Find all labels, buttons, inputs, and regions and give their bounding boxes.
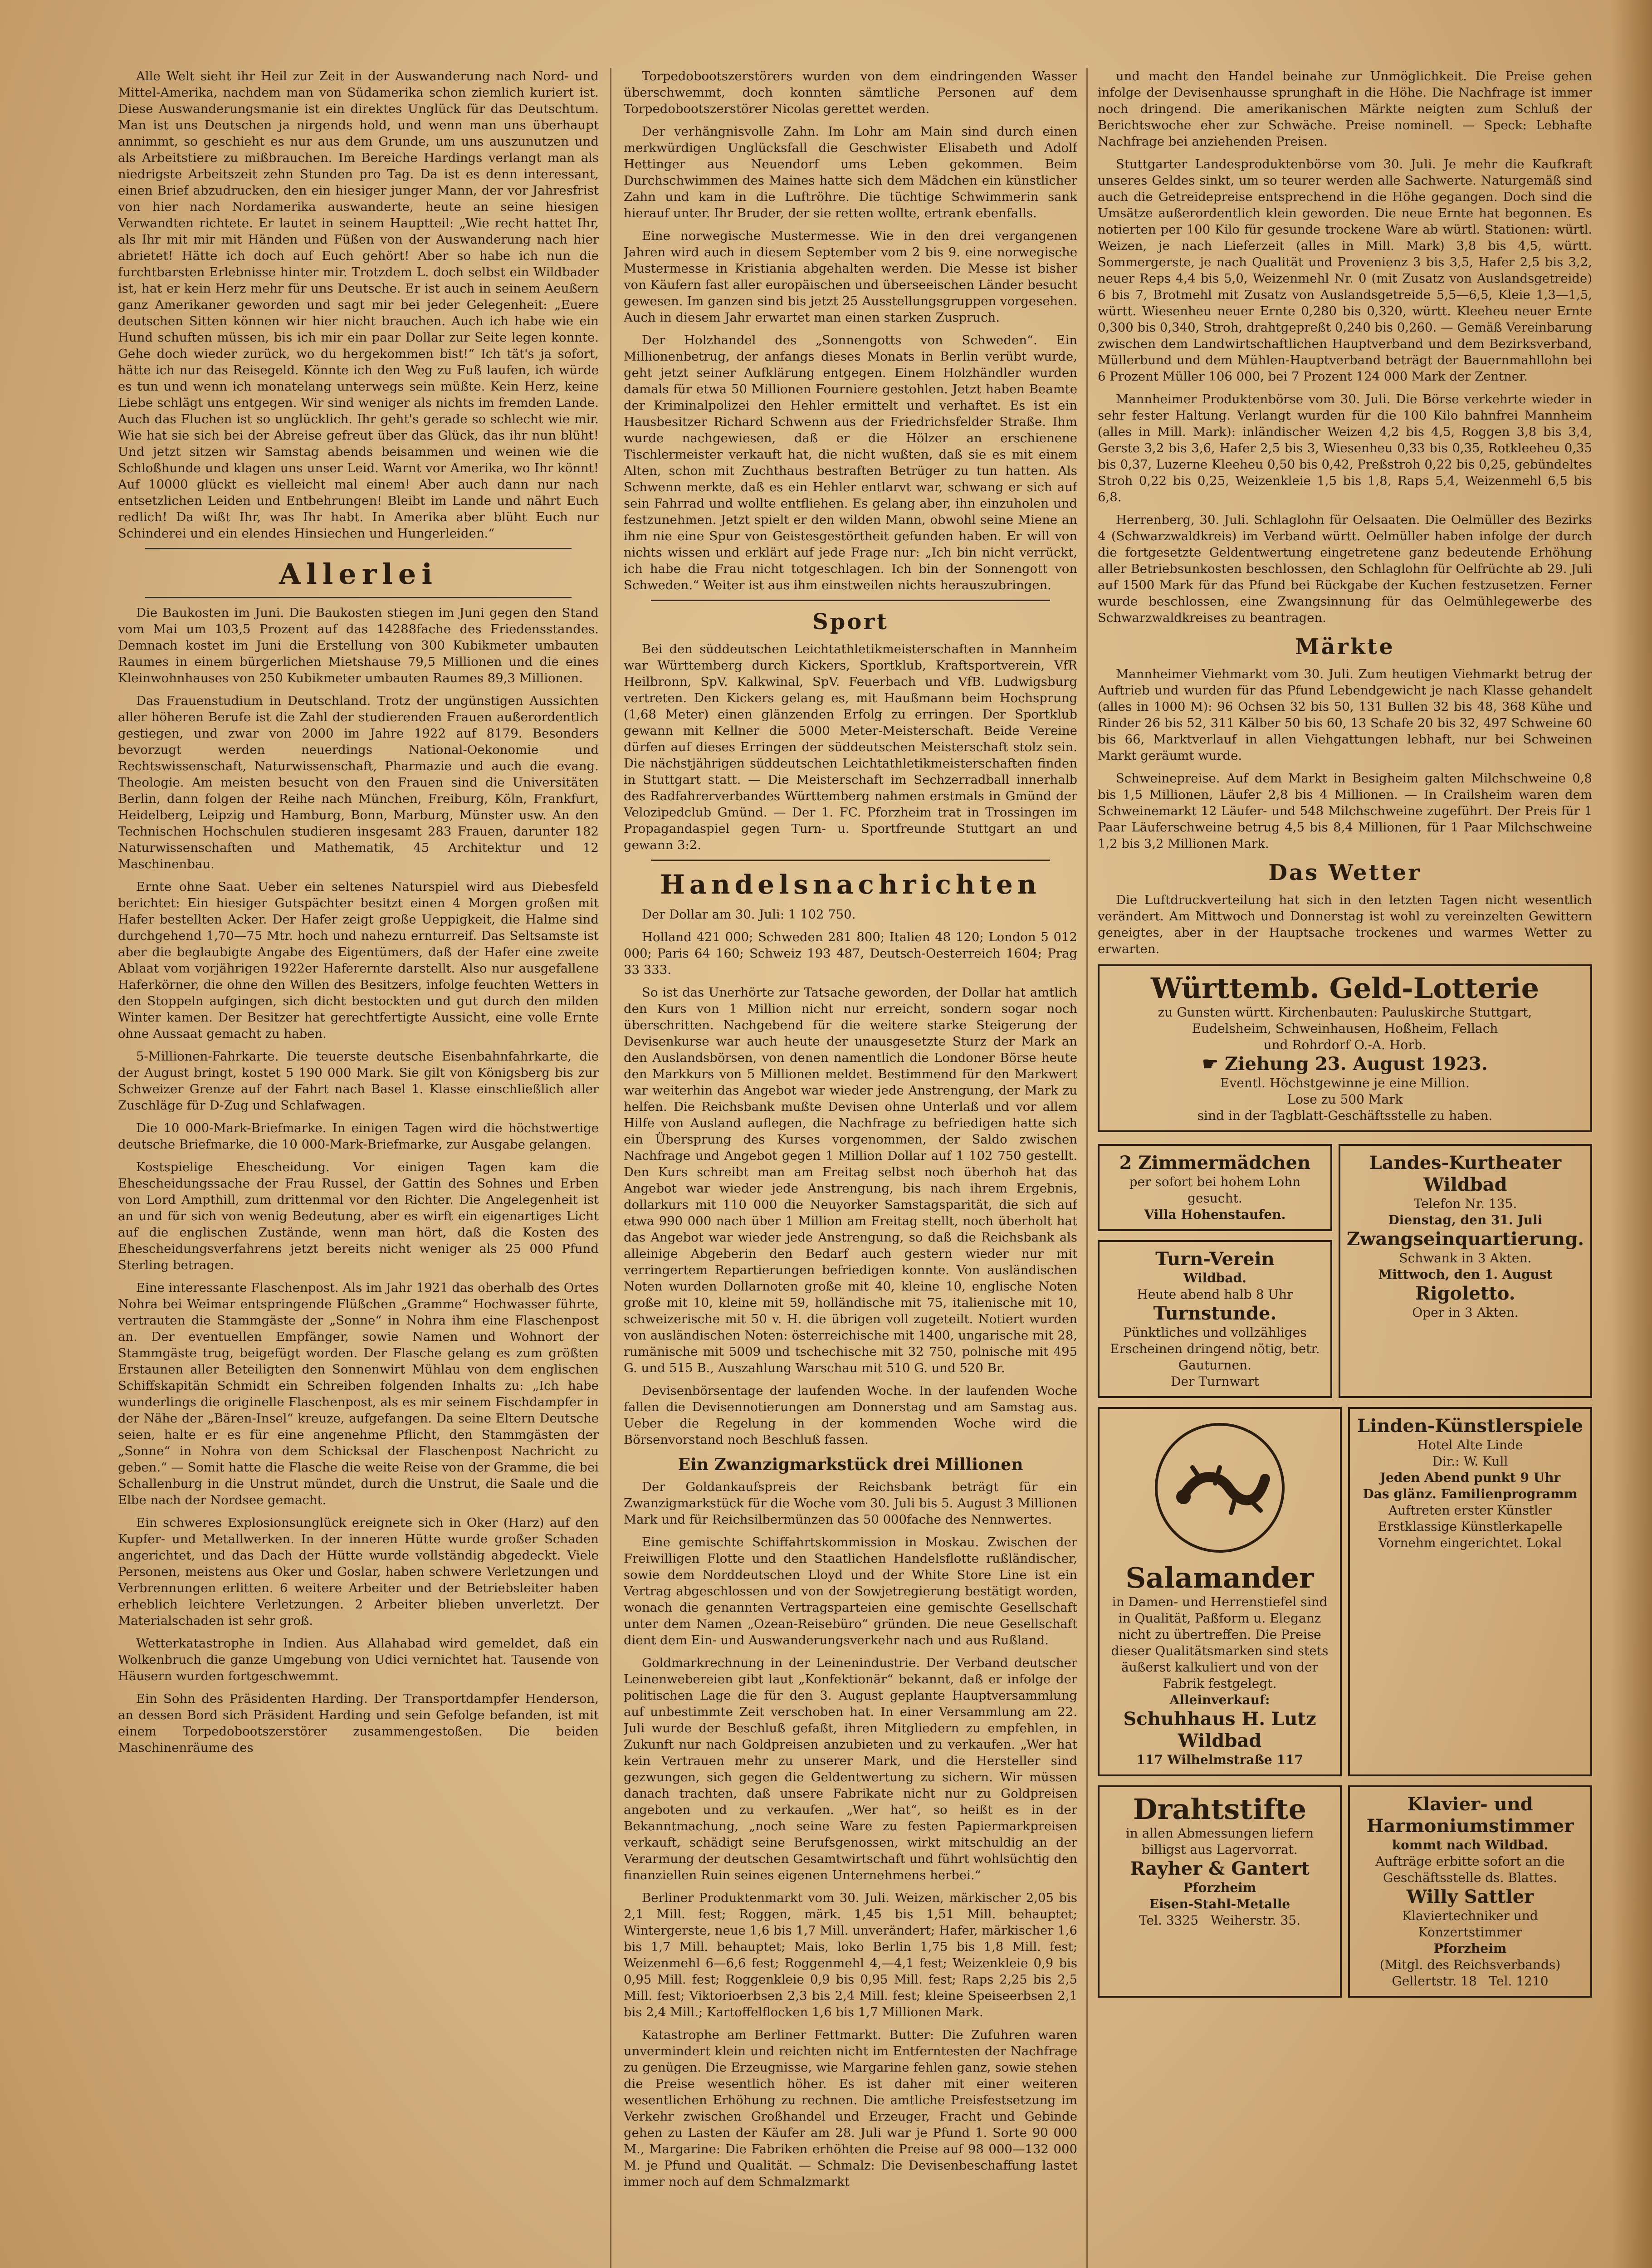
paragraph: und macht den Handel beinahe zur Unmöglichkeit. Die Preise gehen infolge der Devisenhausse sprunghaft in die Höhe. Die Nachfrage ist immer noch dringend. Die amerikanischen Märkte neigten zum Schluß der Berichtswoche eher zur Schwäche. Preise nominell. — Speck: Lebhafte Nachfrage bei anziehenden Preisen. (1098, 69, 1592, 149)
paragraph: Wetterkatastrophe in Indien. Aus Allahabad wird gemeldet, daß ein Wolkenbruch die ganze Umgebung von Udici vernichtet hat. Tausende von Häusern wurden fortgeschwemmt. (118, 1636, 599, 1683)
salamander-town: Wildbad (1178, 1730, 1262, 1751)
column-rule-2 (1086, 68, 1088, 2268)
paragraph: Die Luftdruckverteilung hat sich in den letzten Tagen nicht wesentlich verändert. Am Mittwoch und Donnerstag ist wohl zu vereinzelten Gewittern geneigtes, aber in der Hauptsache trockenes und warmes Wetter zu erwarten. (1098, 893, 1592, 956)
draht-type: Eisen-Stahl-Metalle (1149, 1897, 1290, 1911)
klavier-prof: Klaviertechniker und Konzertstimmer (1402, 1908, 1538, 1940)
wetter-section (1098, 892, 1592, 957)
paragraph: Holland 421 000; Schweden 281 800; Italien 48 120; London 5 012 000; Paris 64 160; Schweiz 193 487, Deutsch-Oesterreich 1604; Prag 33 333. (624, 930, 1077, 977)
paragraph: Berliner Produktenmarkt vom 30. Juli. Weizen, märkischer 2,05 bis 2,1 Mill. fest; Roggen, märk. 1,45 bis 1,51 Mill. behauptet; Wintergerste, neue 1,6 bis 1,7 Mill. unverändert; Hafer, märkischer 1,6 bis 1,7 Mill. behauptet; Mais, loko Berlin 1,75 bis 1,8 Mill. fest; Weizenmehl 6—6,6 fest; Roggenmehl 4,—4,1 fest; Weizenkleie 0,9 bis 0,95 Mill. fest; Roggenkleie 0,9 bis 0,95 Mill. fest; Raps 2,25 bis 2,5 Mill. fest; Viktorioerbsen 2,3 bis 2,4 Mill. fest; kleine Speiseerbsen 2,1 bis 2,4 Mill.; Kartoffelflocken 1,6 bis 1,7 Millionen Mark. (624, 1891, 1077, 2019)
draht-contact: Tel. 3325 Weiherstr. 35. (1139, 1913, 1301, 1928)
draht-title: Drahtstifte (1133, 1793, 1307, 1826)
paragraph: Der verhängnisvolle Zahn. Im Lohr am Main sind durch einen merkwürdigen Unglücksfall die Geschwister Elisabeth und Adolf Hettinger aus Neuendorf ums Leben gekommen. Beim Durchschwimmen des Maines hatte sich dem Mädchen ein künstlicher Zahn und kam in die Luftröhre. Die tüchtige Schwimmerin sank hierauf unter. Ihr Bruder, der sie retten wollte, ertrank ebenfalls. (624, 124, 1077, 220)
column-2 (624, 68, 1077, 2268)
klavier-member: (Mitgl. des Reichsverbands) (1379, 1957, 1561, 1972)
klavier-city: Pforzheim (1433, 1941, 1507, 1956)
linden-line1: Jeden Abend punkt 9 Uhr (1379, 1470, 1561, 1485)
lotterie-line2: Eudelsheim, Schweinhausen, Hoßheim, Fellach (1192, 1021, 1498, 1036)
draht-city: Pforzheim (1183, 1880, 1256, 1895)
lotterie-ziehung: ☛ Ziehung 23. August 1923. (1202, 1053, 1488, 1075)
linden-line3: Auftreten erster Künstler (1388, 1503, 1552, 1518)
lotterie-ad (1098, 964, 1592, 1132)
turnverein-title: Turn-Verein (1155, 1248, 1275, 1270)
paragraph: Die Baukosten im Juni. Die Baukosten stiegen im Juni gegen den Stand vom Mai um 103,5 Prozent auf das 14288fache des Friedensstandes. Demnach kostet im Juni die Erstellung von 300 Kubikmeter umbauten Raumes in einem bürgerlichen Mietshause 79,5 Millionen und die eines Kleinwohnhauses von 250 Kubikmeter umbauten Raumes 89,3 Millionen. (118, 606, 599, 685)
paragraph: Ein Sohn des Präsidenten Harding. Der Transportdampfer Henderson, an dessen Bord sich Präsident Harding und sein Gefolge befanden, ist mit einem Torpedobootszerstörer zusammengestoßen. Die beiden Maschinenräume des (118, 1691, 599, 1755)
zwanzigmark-section (624, 1479, 1077, 2190)
paragraph: Ein schweres Explosionsunglück ereignete sich in Oker (Harz) auf den Kupfer- und Metallwerken. In der inneren Hütte wurde großer Schaden angerichtet, und das Dach der Hütte wurde vollständig abgedeckt. Viele Personen, meistens aus Oker und Goslar, haben schwere Verletzungen und Verbrennungen erlitten. 6 weitere Arbeiter und der Betriebsleiter haben erheblich leichtere Verletzungen. 2 Arbeiter blieben unverletzt. Der Materialschaden ist sehr groß. (118, 1515, 599, 1628)
paragraph: Die 10 000-Mark-Briefmarke. In einigen Tagen wird die höchstwertige deutsche Briefmarke, die 10 000-Mark-Briefmarke, zur Ausgabe gelangen. (118, 1121, 599, 1152)
market-reports (1098, 68, 1592, 626)
turnverein-today: Heute abend halb 8 Uhr (1137, 1287, 1293, 1302)
ads-row-1 (1098, 1139, 1592, 1403)
divider (145, 548, 572, 549)
turnverein-ad (1098, 1240, 1332, 1398)
allerlei-heading: Allerlei (279, 557, 438, 591)
wetter-heading: Das Wetter (1268, 860, 1422, 885)
klavier-title: Klavier- und Harmoniumstimmer (1366, 1794, 1574, 1837)
page-edge-burn (1611, 0, 1652, 2268)
allerlei-section (118, 605, 599, 1756)
linden-line5: Vornehm eingerichtet. Lokal (1378, 1535, 1562, 1550)
turnverein-town: Wildbad. (1183, 1271, 1246, 1286)
maerkte-section (1098, 666, 1592, 852)
theater-play1: Zwangseinquartierung. (1346, 1228, 1584, 1250)
sport-section (624, 641, 1077, 853)
linden-line2: Das glänz. Familienprogramm (1363, 1486, 1578, 1501)
lotterie-gewinn: Eventl. Höchstgewinne je eine Million. (1220, 1075, 1470, 1090)
klavier-name: Willy Sattler (1406, 1886, 1534, 1907)
paragraph: Der Goldankaufspreis der Reichsbank beträgt für ein Zwanzigmarkstück für die Woche vom 30. Juli bis 5. August 3 Millionen Mark und für Reichsilbermünzen das 50 000fache des Nennwertes. (624, 1480, 1077, 1527)
paragraph: Ernte ohne Saat. Ueber ein seltenes Naturspiel wird aus Diebesfeld berichtet: Ein hiesiger Gutspächter besitzt einen 4 Morgen großen mit Hafer bestellten Acker. Der Hafer zeigt große Ueppigkeit, die Halme sind durchgehend 1,70—75 Mtr. hoch und nahezu ernturreif. Das Seltsamste ist aber die beglaubigte Angabe des Eigentümers, daß der Hafer eine zweite Ablaat vom vorjährigen 1922er Haferernte darstellt. Also nur ausgefallene Haferkörner, die ohne den Willen des Besitzers, infolge feuchten Wetters in den Stoppeln aufgingen, sich dicht bestockten und gut durch den milden Winter kamen. Der Besitzer hat gerechtfertigte Aussicht, eine volle Ernte ohne Aussaat gemacht zu haben. (118, 880, 599, 1041)
zimmer-title: 2 Zimmermädchen (1119, 1152, 1311, 1173)
zimmer-sig: Villa Hohenstaufen. (1144, 1207, 1286, 1222)
emigration-letter-article (118, 68, 599, 542)
divider (145, 597, 572, 598)
maerkte-heading: Märkte (1295, 634, 1395, 660)
divider (651, 860, 1050, 861)
paragraph: Das Frauenstudium in Deutschland. Trotz der ungünstigen Aussichten aller höheren Berufe ist die Zahl der studierenden Frauen außerordentlich gestiegen, und zwar von 2000 im Jahre 1922 auf 8179. Besonders bevorzugt werden neuerdings National-Oekonomie und Rechtswissenschaft, Naturwissenschaft, Pharmazie und auch die evang. Theologie. Am meisten besucht von den Frauen sind die Universitäten Berlin, dann folgen der Reihe nach München, Freiburg, Köln, Frankfurt, Heidelberg, Leipzig und Hamburg, Bonn, Marburg, Münster usw. An den Technischen Hochschulen studieren insgesamt 283 Frauen, darunter 182 Naturwissenschaften und Mathematik, 45 Architektur und 12 Maschinenbau. (118, 694, 599, 871)
paragraph: Goldmarkrechnung in der Leinenindustrie. Der Verband deutscher Leinenwebereien gibt laut „Konfektionär“ bekannt, daß er infolge der politischen Lage die für den 3. August geplante Hauptversammlung auf unbestimmte Zeit verschoben hat. In einer Versammlung am 22. Juli wurde der Beschluß gefaßt, ihren Mitgliedern zu empfehlen, in Zukunft nur nach Goldpreisen anzubieten und zu verkaufen. „Wer hat kein Vertrauen mehr zu unserer Mark, und die Hersteller sind gezwungen, sich gegen die Geldentwertung zu sichern. Wir müssen danach trachten, daß unsere Fabrikate nicht nur zu Goldpreisen angeboten und zu verkaufen. „Wer hat“, so heißt es in der Bekanntmachung, „noch seine Ware zu festen Papiermarkpreisen verkauft, schädigt seine Berufsgenossen, wirkt mitschuldig an der Verarmung der deutschen Gesamtwirtschaft und führt wohlsüchtig den finanziellen Ruin seines eigenen Unternehmens herbei.“ (624, 1656, 1077, 1882)
klavier-body: Aufträge erbitte sofort an die Geschäftsstelle ds. Blattes. (1375, 1854, 1565, 1885)
paragraph: Bei den süddeutschen Leichtathletikmeisterschaften in Mannheim war Württemberg durch Kickers, Sportklub, Kraftsportverein, VfR Heilbronn, SpV. Kalkwinal, SpV. Feuerbach und VfB. Ludwigsburg vertreten. Den Kickers gelang es, mit Haußmann beim Hochsprung (1,68 Meter) einen glänzenden Erfolg zu erringen. Der Sportklub gewann mit Kellner die 5000 Meter-Meisterschaft. Beide Vereine dürfen auf dieses Erringen der süddeutschen Meisterschaft stolz sein. Die nächstjährigen süddeutschen Leichtathletikmeisterschaften finden in Stuttgart statt. — Die Meisterschaft im Sechzerradball innerhalb des Radfahrerverbandes Württemberg nahmen erstmals in Gmünd der Velozipedclub Gmünd. — Der 1. FC. Pforzheim trat in Trossingen im Propagandaspiel gegen Turn- u. Sportfreunde Stuttgart an und gewann 3:2. (624, 642, 1077, 852)
ads-row-2 (1098, 1403, 1592, 1781)
pointing-hand-icon: ☛ (1202, 1053, 1225, 1075)
paragraph: Torpedobootszerstörers wurden von dem eindringenden Wasser überschwemmt, doch konnten sämtliche Personen auf dem Torpedobootszerstörer Nicolas gerettet werden. (624, 69, 1077, 116)
salamander-shop: Schuhhaus H. Lutz (1123, 1708, 1316, 1730)
turnverein-sig: Der Turnwart (1171, 1374, 1259, 1389)
paragraph: So ist das Unerhörte zur Tatsache geworden, der Dollar hat amtlich den Kurs von 1 Million nicht nur erreicht, sondern sogar noch überschritten. Nachgebend für die weitere starke Steigerung der Devisenkurse war auch heute der unausgesetzte Sturz der Mark an den Auslandsbörsen, von denen namentlich die Londoner Börse heute den Markkurs von 5 Millionen meldet. Bestimmend für den Markwert war weiterhin das Angebot war wieder jede Anstrengung, der Mark zu helfen. Die Reichsbank mußte Devisen ohne Unterlaß und vor allem Hilfe von Ausland auflegen, die Nachfrage zu befriedigen hatte sich ein Übersprung des Kurses vorgenommen, der Saldo zwischen Nachfrage und Angebot gegen 1 Million Dollar auf 1 102 750 gestellt. Den Kurs schreibt man am Freitag selbst noch überhoh hat das Angebot war wieder jede Anstrengung, bis nach ihrem Ergebnis, dollarkurs mit 110 000 die Neuyorker Samstagsparität, die sich auf etwa 990 000 nach über 1 Million am Freitag stellt, noch überholt hat das Angebot war wieder jede Anstrengung, so daß die Reichsbank als alleinige Abgeberin den Bedarf auch gestern wieder nur mit verringertem Repartierungen befriedigen konnte. Von ausländischen Noten wurden Dollarnoten große mit 40, kleine 10, englische Noten große mit 10, kleine mit 59, holländische mit 75, italienische mit 10, schweizerische mit 50 v. H. die übrigen voll zugeteilt. Notiert wurden von ausländischen Noten: österreichische mit 1400, ungarische mit 28, rumänische mit 5009 und tschechische mit 32 750, polnische mit 495 G. und 515 B., Auszahlung Warschau mit 510 G. und 520 Br. (624, 985, 1077, 1375)
salamander-ad (1098, 1407, 1342, 1776)
paragraph: Kostspielige Ehescheidung. Vor einigen Tagen kam die Ehescheidungssache der Frau Russel, der Gattin des Sohnes und Erben von Lord Ampthill, zum drittenmal vor den Richter. Die Angelegenheit ist an und für sich von wenig Bedeutung, aber es wirft ein eigenartiges Licht auf die englischen Zustände, wenn man hört, daß die Kosten des Ehescheidungsverfahrens jetzt bereits nicht weniger als 25 000 Pfund Sterling betragen. (118, 1160, 599, 1272)
linden-title: Linden-Künstlerspiele (1357, 1415, 1584, 1437)
divider (651, 600, 1050, 601)
theater-play1-sub: Schwank in 3 Akten. (1399, 1251, 1532, 1266)
paragraph: Devisenbörsentage der laufenden Woche. In der laufenden Woche fallen die Devisennotierungen am Donnerstag und am Samstag aus. Ueber die Regelung in der kommenden Woche wird die Börsenvorstand noch Beschluß fassen. (624, 1383, 1077, 1447)
lotterie-line3: und Rohrdorf O.-A. Horb. (1263, 1037, 1427, 1052)
zwanzigmark-heading: Ein Zwanzigmarkstück drei Millionen (678, 1455, 1023, 1474)
ads-row-3 (1098, 1781, 1592, 2002)
lotterie-find: sind in der Tagblatt-Geschäftsstelle zu haben. (1197, 1108, 1493, 1123)
column-3 (1098, 68, 1592, 2268)
theater-day1: Dienstag, den 31. Juli (1388, 1212, 1543, 1227)
theater-day2: Mittwoch, den 1. August (1378, 1267, 1553, 1282)
theater-play2-sub: Oper in 3 Akten. (1412, 1305, 1519, 1320)
theater-title: Landes-Kurtheater Wildbad (1369, 1152, 1562, 1195)
column-rule-1 (610, 68, 611, 2268)
linden-ad (1348, 1407, 1592, 1776)
paragraph: 5-Millionen-Fahrkarte. Die teuerste deutsche Eisenbahnfahrkarte, die der August bringt, kostet 5 190 000 Mark. Sie gilt von Königsberg bis zur Schweizer Grenze auf der Fahrt nach Basel 1. Klasse einschließlich aller Zuschläge für D-Zug und Schlafwagen. (118, 1049, 599, 1113)
paragraph: Mannheimer Viehmarkt vom 30. Juli. Zum heutigen Viehmarkt betrug der Auftrieb und wurden für das Pfund Lebendgewicht je nach Klasse gehandelt (alles in 1000 M): 96 Ochsen 32 bis 50, 131 Bullen 32 bis 48, 368 Kühe und Rinder 26 bis 52, 311 Kälber 50 bis 60, 13 Schafe 20 bis 32, 497 Schweine 60 bis 66, Marktverlauf in allen Viehgattungen lebhaft, nur bei Schweinen Markt geräumt wurde. (1098, 667, 1592, 763)
turnverein-event: Turnstunde. (1153, 1303, 1277, 1324)
paragraph: Alle Welt sieht ihr Heil zur Zeit in der Auswanderung nach Nord- und Mittel-Amerika, nachdem man von Südamerika schon ziemlich kuriert ist. Diese Auswanderungsmanie ist ein direktes Unglück für das Deutschtum. Man ist uns Deutschen ja nirgends hold, und wenn man uns überhaupt annimmt, so geschieht es nur aus dem Grunde, um uns auszunutzen und als Arbeitstiere zu mißbrauchen. Im Bereiche Hardings verlangt man als niedrigste Arbeitszeit zehn Stunden pro Tag. Da ist es denn interessant, einen Brief abzudrucken, den ein hiesiger junger Mann, der vor Jahresfrist von hier nach Nordamerika auswanderte, heute an seine hiesigen Verwandten richtete. Er lautet in seinem Hauptteil: „Wie recht hattet Ihr, als Ihr mit mir mit Händen und Füßen von der Auswanderung nach hier abrietet! Hätte ich doch auf Euch gehört! Aber so habe ich nun die furchtbarsten Erlebnisse hinter mir. Trotzdem L. doch selbst ein Wildbader ist, hat er kein Herz mehr für uns Deutsche. Er ist auch in seinem Aeußern ganz Amerikaner geworden und sagt mir bei jeder Gelegenheit: „Euere deutschen Sitten können wir hier nicht brauchen. Auch ich habe wie ein Hund schuften müssen, bis ich mir ein paar Dollar zur Seite legen konnte. Gehe doch wieder zurück, wo du hergekommen bist!“ Ich tät's ja sofort, hätte ich nur das Reisegeld. Könnte ich den Weg zu Fuß laufen, ich würde es tun und wenn ich monatelang unterwegs sein müßte. Kein Herz, keine Liebe schlägt uns entgegen. Wir sind weniger als nichts im fremden Lande. Auch das Fluchen ist so unglücklich. Ihr geht's gerade so schlecht wie mir. Wie hat sie sich bei der Abreise gefreut über das Glück, das ihr nun blüht! Und jetzt sitzen wir Samstag abends beisammen und weinen wie die Schloßhunde und klagen uns unser Leid. Warnt vor Amerika, wo Ihr könnt! Auf 10000 glückt es vielleicht mal einem! Aber auch dann nur nach entsetzlichen Leiden und Entbehrungen! Bleibt im Lande und nährt Euch redlich! Da wißt Ihr, was Ihr habt. In Amerika aber blüht Euch nur Schinderei und ein elendes Hinsiechen und Hungerleiden.“ (118, 69, 599, 541)
paragraph: Eine gemischte Schiffahrtskommission in Moskau. Zwischen der Freiwilligen Flotte und den Staatlichen Handelsflotte rußländischer, sowie dem Norddeutschen Lloyd und der White Store Line ist ein Vertrag abgeschlossen und von der Sowjetregierung bestätigt worden, wonach die genannten Vertragsparteien eine gemischte Gesellschaft unter dem Namen „Ozean-Reisebüro“ gründen. Die neue Gesellschaft dient dem Ein- und Auswanderungsverkehr nach und aus Rußland. (624, 1535, 1077, 1647)
zimmer-ad (1098, 1144, 1332, 1231)
paragraph: Der Holzhandel des „Sonnengotts von Schweden“. Ein Millionenbetrug, der anfangs dieses Monats in Berlin verübt wurde, geht jetzt seiner Aufklärung entgegen. Einem Holzhändler wurden damals für etwa 50 Millionen Fourniere gestohlen. Jetzt haben Beamte der Kriminalpolizei den Hehler ermittelt und verhaftet. Es ist ein Hausbesitzer Richard Schwenn aus der Friedrichsfelder Straße. Ihm wurde nachgewiesen, daß er die Hölzer an erschienene Tischlermeister verkauft hat, die nicht wußten, daß sie es mit einem Alten, schon mit Zuchthaus bestraften Betrüger zu tun hatten. Als Schwenn merkte, daß es ein Hehler entlarvt war, schwang er sich auf sein Fahrrad und wollte entfliehen. Es gelang aber, ihn einzuholen und festzunehmen. Jetzt spielt er den wilden Mann, obwohl seine Miene an ihm nie eine Spur von Geistesgestörtheit gefunden haben. Er will von nichts wissen und erklärt auf jede Frage nur: „Ich bin nicht verrückt, ich habe die Frau nicht totgeschlagen. Ich bin der Sonnengott von Schweden.“ Weiter ist aus ihm einstweilen nichts herauszubringen. (624, 333, 1077, 592)
theater-play2: Rigoletto. (1415, 1283, 1515, 1304)
linden-sub: Hotel Alte Linde (1417, 1437, 1523, 1452)
salamander-brand: Salamander (1125, 1561, 1314, 1594)
draht-firm: Rayher & Gantert (1130, 1858, 1310, 1879)
salamander-allein: Alleinverkauf: (1169, 1692, 1270, 1707)
paragraph: Mannheimer Produktenbörse vom 30. Juli. Die Börse verkehrte wieder in sehr fester Haltung. Verlangt wurden für die 100 Kilo bahnfrei Mannheim (alles in Mill. Mark): inländischer Weizen 4,2 bis 4,5, Roggen 3,8 bis 3,4, Gerste 3,2 bis 3,6, Hafer 2,5 bis 3, Wiesenheu 0,33 bis 0,35, Rotkleeheu 0,35 bis 0,37, Luzerne Kleeheu 0,50 bis 0,42, Preßstroh 0,22 bis 0,25, gebündeltes Stroh 0,22 bis 0,25, Weizenkleie 1,5 bis 1,8, Raps 5,4, Weizenmehl 6,5 bis 6,8. (1098, 392, 1592, 504)
salamander-body: in Damen- und Herrenstiefel sind in Qualität, Paßform u. Eleganz nicht zu übertreffen. Die Preise dieser Qualitätsmarken sind stets äußerst kalkuliert und von der Fabrik festgelegt. (1111, 1594, 1329, 1691)
paragraph: Schweinepreise. Auf dem Markt in Besigheim galten Milchschweine 0,8 bis 1,5 Millionen, Läufer 2,8 bis 4 Millionen. — In Crailsheim waren dem Schweinemarkt 12 Läufer- und 548 Milchschweine zugeführt. Der Preis für 1 Paar Läuferschweine betrug 4,5 bis 8,4 Millionen, für 1 Paar Milchschweine 1,2 bis 3,2 Millionen Mark. (1098, 771, 1592, 851)
news-continued (624, 68, 1077, 593)
lotterie-title: Württemb. Geld-Lotterie (1150, 972, 1540, 1005)
paragraph: Herrenberg, 30. Juli. Schlaglohn für Oelsaaten. Die Oelmüller des Bezirks 4 (Schwarzwaldkreis) im Verband württ. Oelmüller haben infolge der durch die fortgesetzte Geldentwertung eingetretene ganz bedeutende Erhöhung aller Betriebsunkosten beschlossen, den Schlaglohn für Oelfrüchte ab 29. Juli auf 1500 Mark für das Pfund bei Rückgabe der Kuchen festzusetzen. Ferner wurde beschlossen, eine Zwangsinnung für das Oelmühlegewerbe des Schwarzwaldkreises zu beantragen. (1098, 513, 1592, 625)
handel-heading: Handelsnachrichten (660, 869, 1041, 900)
draht-ad (1098, 1785, 1342, 1998)
paragraph: Eine interessante Flaschenpost. Als im Jahr 1921 das oberhalb des Ortes Nohra bei Weimar entspringende Flüßchen „Gramme“ Hochwasser führte, vertrauten die Stammgäste der „Sonne“ in Nohra ihm eine Flaschenpost an. Der eventuellen Empfänger, sowie Namen und Wohnort der Stammgäste trug, beigefügt worden. Der Flasche gelang es zum größten Erstaunen aller Beteiligten den Sonnenwirt Mühlau von dem englischen Schiffskapitän Schmidt ein Schreiben folgenden Inhalts zu: „Ich habe wunderlings die originelle Flaschenpost, als es mir seinem Fischdampfer in der Nähe der „Bären-Insel“ kreuze, aufgefangen. Da seine Eltern Deutsche seien, halte er es für eine angenehme Pflicht, den Stammgästen der „Sonne“ in Nohra von dem Schicksal der Flaschenpost Nachricht zu geben.“ — Somit hatte die Flasche die weite Reise von der Gramme, die bei Schallenburg in die Unstrut mündet, durch die Unstrut, die Saale und die Elbe nach der Nordsee gemacht. (118, 1281, 599, 1507)
salamander-addr: 117 Wilhelmstraße 117 (1136, 1752, 1303, 1767)
linden-line4: Erstklassige Künstlerkapelle (1378, 1519, 1563, 1534)
theater-ad (1339, 1144, 1592, 1398)
turnverein-body: Pünktliches und vollzähliges Erscheinen dringend nötig, betr. Gauturnen. (1110, 1325, 1320, 1373)
klavier-sub: kommt nach Wildbad. (1392, 1838, 1549, 1853)
paragraph: Stuttgarter Landesproduktenbörse vom 30. Juli. Je mehr die Kaufkraft unseres Geldes sinkt, um so teurer werden alle Sachwerte. Naturgemäß sind auch die Getreidepreise entsprechend in die Höhe gegangen. Doch sind die Umsätze außerordentlich klein geworden. Die neue Ernte hat begonnen. Es notierten per 100 Kilo für gesunde trockene Ware ab würtl. Stationen: würtl. Weizen, je nach Lieferzeit (alles in Mill. Mark) 3,8 bis 4,5, württ. Sommergerste, je nach Qualität und Provenienz 3 bis 3,5, Hafer 2,5 bis 3,2, neuer Reps 4,4 bis 5,0, Weizenmehl Nr. 0 (mit Zusatz von Auslandsgetreide) 6 bis 7, Brotmehl mit Zusatz von Auslandsgetreide 5,5—6,5, Kleie 1,3—1,5, württ. Wiesenheu neuer Ernte 0,280 bis 0,320, württ. Kleeheu neuer Ernte 0,300 bis 0,340, Stroh, drahtgepreßt 0,240 bis 0,260. — Gemäß Vereinbarung zwischen dem Landwirtschaftlichen Hauptverband und dem Bezirksverband, Müllerbund und dem Mühlen-Hauptverband beträgt der Bauernmahllohn bei 6 Prozent Müller 106 000, bei 7 Prozent 124 000 Mark der Zentner. (1098, 157, 1592, 384)
column-1 (118, 68, 599, 2268)
draht-body: in allen Abmessungen liefern billigst aus Lagervorrat. (1125, 1826, 1314, 1857)
paragraph: Der Dollar am 30. Juli: 1 102 750. (642, 907, 856, 922)
zimmer-body: per sofort bei hohem Lohn gesucht. (1129, 1174, 1301, 1206)
klavier-ad (1348, 1785, 1592, 1998)
linden-dir: Dir.: W. Kull (1432, 1454, 1508, 1469)
handel-section (624, 906, 1077, 1448)
sport-heading: Sport (812, 609, 889, 635)
theater-tel: Telefon Nr. 135. (1413, 1196, 1517, 1211)
paragraph: Katastrophe am Berliner Fettmarkt. Butter: Die Zufuhren waren unvermindert klein und reichten nicht im Entferntesten der Nachfrage zu genügen. Die Erzeugnisse, wie Margarine fehlen ganz, sowie stehen die Preise wesentlich höher. Es ist daher mit einer weiteren wesentlichen Erhöhung zu rechnen. Die amtliche Preisfestsetzung im Verkehr zwischen Großhandel und Erzeuger, Fracht und Gebinde gehen zu Lasten der Käufer am 28. Juli war je Pfund 1. Sorte 90 000 M., Margarine: Die Fabriken erhöhten die Preise auf 98 000—132 000 M. je Pfund und Qualität. — Schmalz: Die Devisenbeschaffung lastet immer noch auf dem Schmalzmarkt (624, 2028, 1077, 2189)
lotterie-line1: zu Gunsten württ. Kirchenbauten: Pauluskirche Stuttgart, (1158, 1005, 1532, 1020)
klavier-contact: Gellertstr. 18 Tel. 1210 (1392, 1974, 1549, 1989)
paragraph: Eine norwegische Mustermesse. Wie in den drei vergangenen Jahren wird auch in diesem September vom 2 bis 9. eine norwegische Mustermesse in Kristiania abgehalten werden. Die Messe ist bisher von Käufern fast aller europäischen und überseeischen Länder besucht gewesen. Im ganzen sind bis jetzt 25 Ausstellungsgruppen vorgesehen. Auch in diesem Jahr erwartet man einen starken Zuspruch. (624, 229, 1077, 325)
salamander-logo-icon (1152, 1420, 1288, 1556)
lotterie-lose: Lose zu 500 Mark (1287, 1092, 1403, 1107)
